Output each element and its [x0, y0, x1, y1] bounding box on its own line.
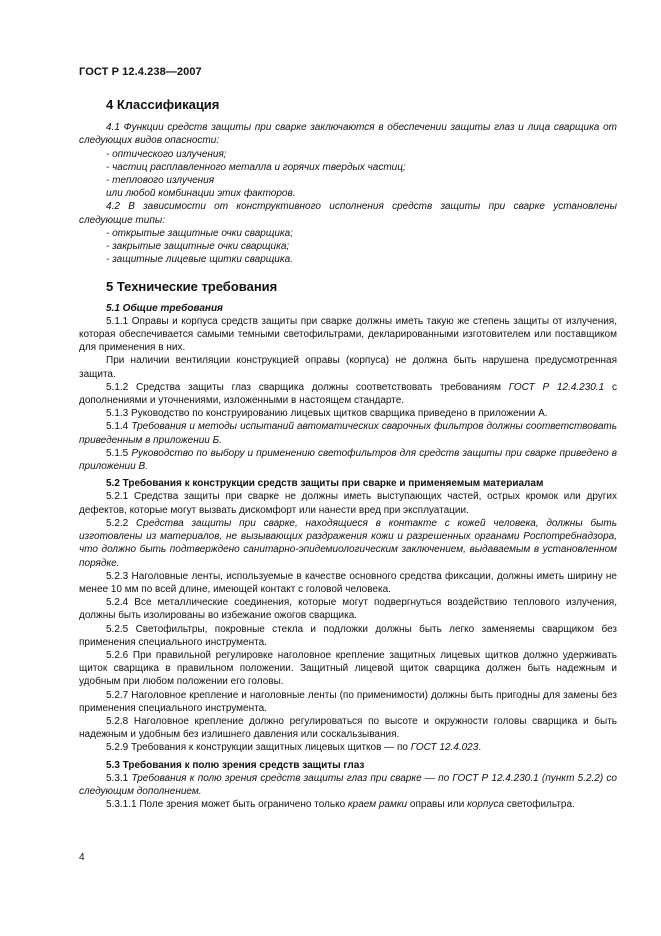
standard-reference: ГОСТ Р 12.4.230.1: [508, 381, 605, 393]
list-item: или любой комбинации этих факторов.: [106, 188, 296, 200]
text-run: 5.2.9 Требования к конструкции защитных лицевых щитков — по: [106, 742, 411, 754]
text-run: корпуса: [467, 799, 504, 811]
paragraph-5-2-5: 5.2.5 Светофильтры, покровные стекла и подложки должны быть легко заменяемы сварщиком без применения специального инструмента.: [79, 623, 617, 648]
paragraph-4-2: 4.2 В зависимости от конструктивного исполнения средств защиты при сварке установлены следующие типы:: [79, 201, 617, 226]
page-content: [79, 95, 617, 811]
paragraph-5-3-1-1: [79, 798, 617, 811]
paragraph-5-2-1: 5.2.1 Средства защиты при сварке не должны иметь выступающих частей, острых кромок или других дефектов, которые могут вызвать дискомфорт или нанести вред при эксплуатации.: [79, 491, 617, 516]
page-number: 4: [79, 852, 85, 863]
text-run: .: [478, 742, 482, 754]
text-run: 5.1.2 Средства защиты глаз сварщика должны соответствовать требованиям: [106, 381, 509, 393]
paragraph-5-1-3: 5.1.3 Руководство по конструированию лицевых щитков сварщика приведено в приложении А.: [106, 408, 548, 420]
standard-reference: ГОСТ 12.4.023: [410, 742, 479, 754]
text-run: краем рамки: [347, 799, 408, 811]
list-item: - закрытые защитные очки сварщика;: [106, 241, 290, 253]
list-item: - теплового излучения: [106, 175, 215, 187]
paragraph-5-2-3: 5.2.3 Наголовные ленты, используемые в качестве основного средства фиксации, должны иметь ширину не менее 10 мм по всей длине, имеющей контакт с головой человека.: [79, 570, 617, 595]
document-header: ГОСТ Р 12.4.238—2007: [79, 66, 202, 78]
paragraph-4-1: 4.1 Функции средств защиты при сварке заключаются в обеспечении защиты глаз и лица сварщика от следующих видов опасности:: [79, 122, 617, 147]
subsection-5-3-title: 5.3 Требования к полю зрения средств защиты глаз: [106, 759, 365, 771]
paragraph-5-1-1-b: При наличии вентиляции конструкцией оправы (корпуса) не должна быть нарушена предусмотренная защита.: [79, 355, 617, 380]
subsection-5-1-title: [106, 302, 617, 315]
section-5-title: 5 Технические требования: [106, 279, 278, 295]
section-4-title: 4 Классификация: [106, 97, 220, 112]
text-run: Руководство по выбору и применению светофильтров для средств защиты при сварке приведено в приложении В.: [79, 447, 618, 473]
paragraph-5-1-2: [79, 381, 617, 407]
text-run: Средства защиты при сварке, находящиеся в контакте с кожей человека, должны быть изготовлены из материалов, не вызывающих раздражения кожи и разрешенных органами Роспотребнадзора, что должно быть подтверждено санитарно-эпидемиологическим заключением, выдаваемым в установленном порядке.: [79, 517, 617, 569]
paragraph-5-2-6: 5.2.6 При правильной регулировке наголовное крепление защитных лицевых щитков должно удерживать щиток сварщика в правильном положении. Защитный лицевой щиток сварщика должен быть надежным и удобным при любом положении его головы.: [79, 649, 617, 688]
paragraph-5-2-9: [79, 741, 617, 754]
paragraph-5-2-8: 5.2.8 Наголовное крепление должно регулироваться по высоте и окружности головы сварщика и быть надежным и удобным без излишнего давления или соскальзывания.: [79, 715, 617, 741]
paragraph-5-2-4: 5.2.4 Все металлические соединения, которые могут подвергнуться воздействию теплового излучения, должны быть изолированы во избежание ожогов сварщика.: [79, 597, 617, 622]
paragraph-5-1-1: 5.1.1 Оправы и корпуса средств защиты при сварке должны иметь такую же степень защиты от излучения, которая обеспечивается самыми темными светофильтрами, декларированными изготовителем или поставщиком для применения в них.: [79, 315, 617, 354]
clause-number: 5.2.2: [106, 517, 137, 529]
clause-number: 5.1.4: [106, 421, 132, 433]
text-run: светофильтра.: [504, 799, 575, 811]
text-run: 5.3.1.1 Поле зрения может быть ограничено только: [106, 799, 348, 811]
text-run: Требования к полю зрения средств защиты глаз при сварке — по ГОСТ Р 12.4.230.1 (пункт 5.2.2) со следующим дополнением.: [79, 772, 617, 797]
paragraph-5-1-4: [79, 420, 617, 446]
clause-number: 5.1.5: [106, 447, 132, 459]
list-item: - оптического излучения;: [106, 148, 227, 160]
text-run: Требования и методы испытаний автоматических сварочных фильтров должны соответствовать приведенным в приложении Б.: [79, 421, 617, 446]
subsection-5-1-text: 5.1 Общие требования: [106, 302, 223, 314]
paragraph-5-2-7: 5.2.7 Наголовное крепление и наголовные ленты (по применимости) должны быть пригодны для замены без применения специального инструмента.: [79, 689, 617, 714]
subsection-5-2-title: 5.2 Требования к конструкции средств защиты при сварке и применяемым материалам: [106, 478, 544, 490]
paragraph-5-2-2: [79, 517, 617, 570]
list-item: - частиц расплавленного металла и горячих твердых частиц;: [106, 161, 406, 173]
list-item: - защитные лицевые щитки сварщика.: [106, 254, 293, 266]
text-run: с дополнениями и уточнениями, изложенными в настоящем стандарте.: [79, 381, 617, 407]
clause-number: 5.3.1: [106, 772, 132, 784]
paragraph-5-1-5: [79, 447, 617, 473]
text-run: оправы или: [407, 799, 468, 811]
list-item: - открытые защитные очки сварщика;: [106, 227, 293, 239]
paragraph-5-3-1: [79, 772, 617, 798]
